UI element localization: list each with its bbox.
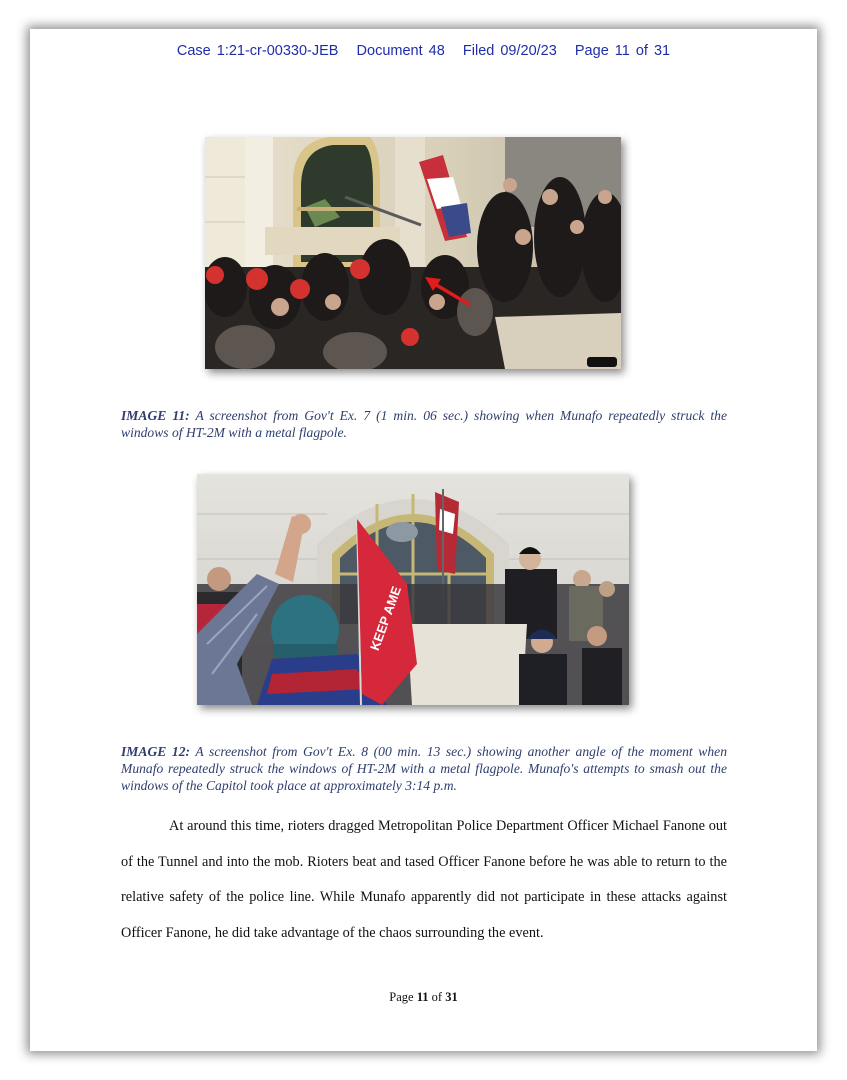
case-header [30, 43, 817, 59]
document-page [30, 29, 817, 1051]
footer-page-prefix: Page [389, 990, 414, 1004]
body-text [121, 809, 727, 951]
document-number: Document 48 [356, 43, 445, 59]
page-footer [30, 990, 817, 1005]
body-paragraph: At around this time, rioters dragged Metropolitan Police Department Officer Michael Fanone out of the Tunnel and into the mob. Rioters beat and tased Officer Fanone before he was able to return to the relative safety of the police line. While Munafo apparently did not participate in these attacks against Officer Fanone, he did take advantage of the chaos surrounding the event. [121, 818, 727, 941]
image-12-caption [121, 743, 727, 794]
image-11-scene [205, 137, 621, 369]
header-page-number: Page 11 of 31 [574, 43, 671, 59]
image-11-label: IMAGE 11: [121, 408, 190, 423]
image-12-scene [197, 474, 629, 705]
image-11-caption [121, 407, 727, 441]
footer-of: of [431, 990, 443, 1004]
footer-current-page: 11 [416, 990, 429, 1004]
image-11-photo [205, 137, 621, 369]
flag-text: KEEP AME [366, 584, 405, 653]
case-number: Case 1:21-cr-00330-JEB [176, 43, 339, 59]
footer-total-pages: 31 [445, 990, 458, 1004]
image-12-caption-text: A screenshot from Gov't Ex. 8 (00 min. 13 sec.) showing another angle of the moment when Munafo repeatedly struck the windows of HT-2M with a metal flagpole. Munafo's attempts to smash out the windows of the Capitol took place at approximately 3:14 p.m. [121, 744, 727, 793]
filed-date: Filed 09/20/23 [462, 43, 557, 59]
image-12-photo [197, 474, 629, 705]
image-11-caption-text: A screenshot from Gov't Ex. 7 (1 min. 06 sec.) showing when Munafo repeatedly struck the windows of HT-2M with a metal flagpole. [121, 408, 727, 440]
image-12-label: IMAGE 12: [121, 744, 191, 759]
